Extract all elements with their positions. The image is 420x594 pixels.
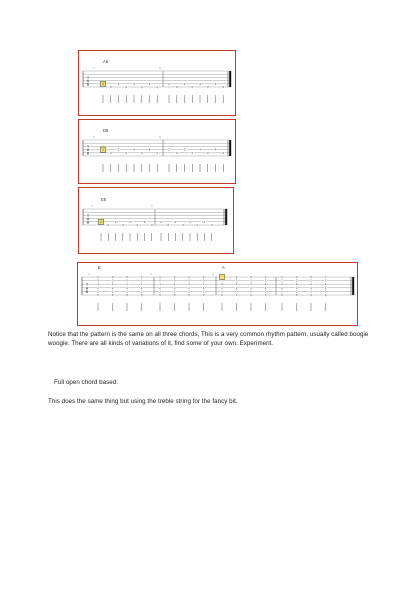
bar-number: 2: [151, 205, 153, 208]
fret-number: 2: [159, 289, 161, 294]
fret-number: 0: [111, 293, 114, 297]
fret-number: 0: [222, 85, 225, 89]
fret-number: 0: [206, 85, 209, 89]
fret-number: 0: [140, 278, 143, 283]
fret-number: 2: [102, 81, 104, 86]
tab-clef-b: B: [86, 82, 90, 87]
fret-number: 0: [107, 223, 110, 227]
fret-number: 0: [250, 293, 252, 297]
fret-number: 2: [188, 289, 190, 294]
fret-number: 2: [111, 285, 114, 290]
fret-number: 2: [250, 282, 252, 287]
fret-number: 2: [102, 147, 104, 152]
fret-number: 4: [214, 81, 217, 86]
fret-number: 2: [168, 81, 170, 86]
fret-number: 1: [202, 282, 205, 287]
fret-number: 4: [324, 285, 327, 290]
fret-number: 0: [140, 293, 143, 297]
tab-clef-t: T: [86, 75, 90, 80]
fret-number: 0: [125, 150, 128, 155]
fret-number: 4: [143, 219, 146, 224]
fret-number: 0: [156, 85, 159, 89]
fret-number: 4: [214, 147, 217, 152]
fret-number: 0: [191, 150, 194, 155]
fret-number: 0: [250, 275, 252, 279]
fret-number: 0: [111, 278, 114, 283]
fret-number: 0: [188, 293, 190, 297]
tab-clef-b: B: [86, 220, 90, 225]
fret-number: 2: [97, 289, 99, 294]
tab-e5: [78, 187, 234, 254]
fret-number: 4: [264, 285, 267, 290]
tab-d5: [78, 119, 236, 184]
fret-number: 2: [310, 278, 312, 283]
fret-number: 4: [129, 219, 131, 224]
fret-number: 0: [295, 275, 298, 279]
fret-number: 0: [196, 223, 199, 227]
fret-number: 0: [150, 223, 153, 227]
fret-number: 4: [199, 147, 201, 152]
fret-number: 0: [221, 289, 223, 294]
bar-number: 2: [150, 273, 152, 276]
bar-number: 1: [88, 273, 90, 276]
fret-number: 2: [250, 278, 252, 283]
fret-number: 2: [324, 278, 327, 283]
fret-number: 0: [159, 293, 161, 297]
fret-number: 4: [148, 81, 151, 86]
tab-clef-b: B: [85, 289, 89, 294]
fret-number: 0: [140, 275, 143, 279]
fret-number: 0: [281, 289, 283, 294]
fret-number: 1: [97, 282, 99, 287]
fret-number: 0: [222, 150, 225, 155]
fret-number: 0: [175, 150, 178, 155]
fret-number: 1: [126, 282, 128, 287]
fret-number: 4: [250, 285, 252, 290]
fret-number: 0: [264, 289, 267, 294]
tab-clef-a: A: [86, 217, 90, 222]
fret-number: 2: [264, 282, 267, 287]
bar-number: 1: [93, 136, 95, 139]
fret-number: 0: [173, 275, 176, 279]
fret-number: 2: [159, 285, 161, 290]
fret-number: 2: [183, 147, 186, 152]
fret-number: 2: [295, 282, 298, 287]
fret-number: 2: [264, 278, 267, 283]
fret-number: 2: [173, 289, 176, 294]
tab-clef-t: T: [86, 213, 90, 218]
fret-number: 1: [188, 282, 190, 287]
fret-number: 2: [174, 219, 177, 224]
fret-number: 0: [221, 293, 223, 297]
fret-number: 2: [202, 289, 205, 294]
notice-paragraph: Notice that the pattern is the same on all three chords, This is a very common rhythm pattern, usually called boogie woogie. There are all kinds of variations of it, find some of your own. Experiment.: [48, 331, 369, 347]
fret-number: 4: [126, 285, 128, 290]
fret-number: 2: [221, 285, 223, 290]
fret-number: 2: [295, 285, 298, 290]
tab-e5-staff: [79, 188, 235, 255]
fret-number: 0: [310, 289, 312, 294]
chord-name: E5: [101, 197, 107, 202]
tab-d5-staff: [79, 120, 237, 185]
fret-number: 0: [295, 289, 298, 294]
fret-number: 4: [133, 147, 135, 152]
fret-number: 0: [97, 278, 99, 283]
fret-number: 0: [324, 293, 327, 297]
fret-number: 0: [136, 223, 139, 227]
chord-name: A: [222, 265, 225, 270]
fret-number: 1: [111, 282, 114, 287]
treble-string-paragraph: This does the same thing but using the treble string for the fancy bit.: [48, 398, 238, 405]
fret-number: 2: [281, 278, 283, 283]
tab-clef-a: A: [86, 148, 90, 153]
fret-number: 4: [310, 285, 312, 290]
fret-number: 4: [202, 285, 205, 290]
fret-number: 4: [203, 219, 206, 224]
fret-number: 0: [173, 278, 176, 283]
fret-number: 0: [295, 293, 298, 297]
fret-number: 0: [188, 275, 190, 279]
fret-number: 0: [202, 275, 205, 279]
fret-number: 0: [167, 223, 170, 227]
fret-number: 2: [117, 147, 120, 152]
tab-full-open-staff: [78, 263, 359, 327]
fret-number: 0: [173, 293, 176, 297]
fret-number: 0: [264, 293, 267, 297]
tab-a5: [78, 50, 236, 116]
fret-number: 0: [126, 293, 128, 297]
fret-number: 2: [168, 147, 170, 152]
fret-number: 0: [264, 275, 267, 279]
fret-number: 4: [188, 285, 190, 290]
tab-clef-b: B: [86, 151, 90, 156]
fret-number: 0: [235, 289, 238, 294]
bar-number: 2: [159, 67, 161, 70]
fret-number: 0: [210, 223, 213, 227]
fret-number: 2: [310, 282, 312, 287]
fret-number: 0: [140, 150, 143, 155]
fret-number: 0: [281, 275, 283, 279]
fret-number: 0: [181, 223, 184, 227]
fret-number: 0: [324, 275, 327, 279]
fret-number: 0: [206, 150, 209, 155]
fret-number: 0: [310, 293, 312, 297]
bar-number: 3: [212, 273, 214, 276]
fret-number: 0: [109, 150, 112, 155]
fret-number: 2: [295, 278, 298, 283]
fret-number: 0: [111, 275, 114, 279]
fret-number: 0: [126, 275, 128, 279]
chord-name: E: [98, 265, 101, 270]
fret-number: 0: [156, 150, 159, 155]
chord-highlight-box: [219, 274, 224, 279]
tab-clef-a: A: [85, 286, 89, 291]
full-open-heading: Full open chord based:: [54, 379, 119, 386]
fret-number: 0: [97, 293, 99, 297]
fret-number: 4: [133, 81, 135, 86]
fret-number: 0: [235, 275, 238, 279]
tab-clef-t: T: [85, 282, 89, 287]
fret-number: 1: [140, 282, 143, 287]
tab-clef-t: T: [86, 144, 90, 149]
fret-number: 0: [125, 85, 128, 89]
chord-name: D5: [103, 128, 109, 133]
fret-number: 0: [159, 275, 161, 279]
fret-number: 4: [148, 147, 151, 152]
fret-number: 2: [183, 81, 186, 86]
fret-number: 2: [160, 219, 162, 224]
fret-number: 0: [140, 85, 143, 89]
fret-number: 2: [235, 282, 238, 287]
fret-number: 2: [281, 285, 283, 290]
fret-number: 2: [235, 285, 238, 290]
fret-number: 0: [235, 293, 238, 297]
fret-number: 0: [97, 275, 99, 279]
fret-number: 2: [117, 81, 120, 86]
tab-clef-a: A: [86, 79, 90, 84]
fret-number: 0: [202, 278, 205, 283]
fret-number: 0: [310, 275, 312, 279]
fret-number: 2: [140, 289, 143, 294]
fret-number: 0: [126, 278, 128, 283]
fret-number: 4: [199, 81, 201, 86]
fret-number: 2: [126, 289, 128, 294]
fret-number: 4: [189, 219, 191, 224]
fret-number: 0: [250, 289, 252, 294]
fret-number: 0: [202, 293, 205, 297]
fret-number: 1: [159, 282, 161, 287]
fret-number: 0: [191, 85, 194, 89]
fret-number: 0: [324, 289, 327, 294]
fret-number: 2: [324, 282, 327, 287]
chord-name: A5: [103, 59, 109, 64]
fret-number: 2: [235, 278, 238, 283]
bar-number: 1: [93, 67, 95, 70]
fret-number: 2: [114, 219, 117, 224]
fret-number: 0: [121, 223, 124, 227]
fret-number: 0: [159, 278, 161, 283]
fret-number: 1: [173, 282, 176, 287]
fret-number: 2: [281, 282, 283, 287]
fret-number: 2: [97, 285, 99, 290]
fret-number: 2: [173, 285, 176, 290]
fret-number: 2: [221, 278, 223, 283]
fret-number: 0: [175, 85, 178, 89]
tab-full-open: [77, 262, 358, 326]
bar-number: 1: [91, 205, 93, 208]
fret-number: 0: [109, 85, 112, 89]
bar-number: 2: [159, 136, 161, 139]
fret-number: 0: [281, 293, 283, 297]
fret-number: 2: [100, 219, 102, 224]
tab-a5-staff: [79, 51, 237, 117]
fret-number: 4: [140, 285, 143, 290]
fret-number: 2: [221, 282, 223, 287]
fret-number: 0: [188, 278, 190, 283]
fret-number: 2: [111, 289, 114, 294]
